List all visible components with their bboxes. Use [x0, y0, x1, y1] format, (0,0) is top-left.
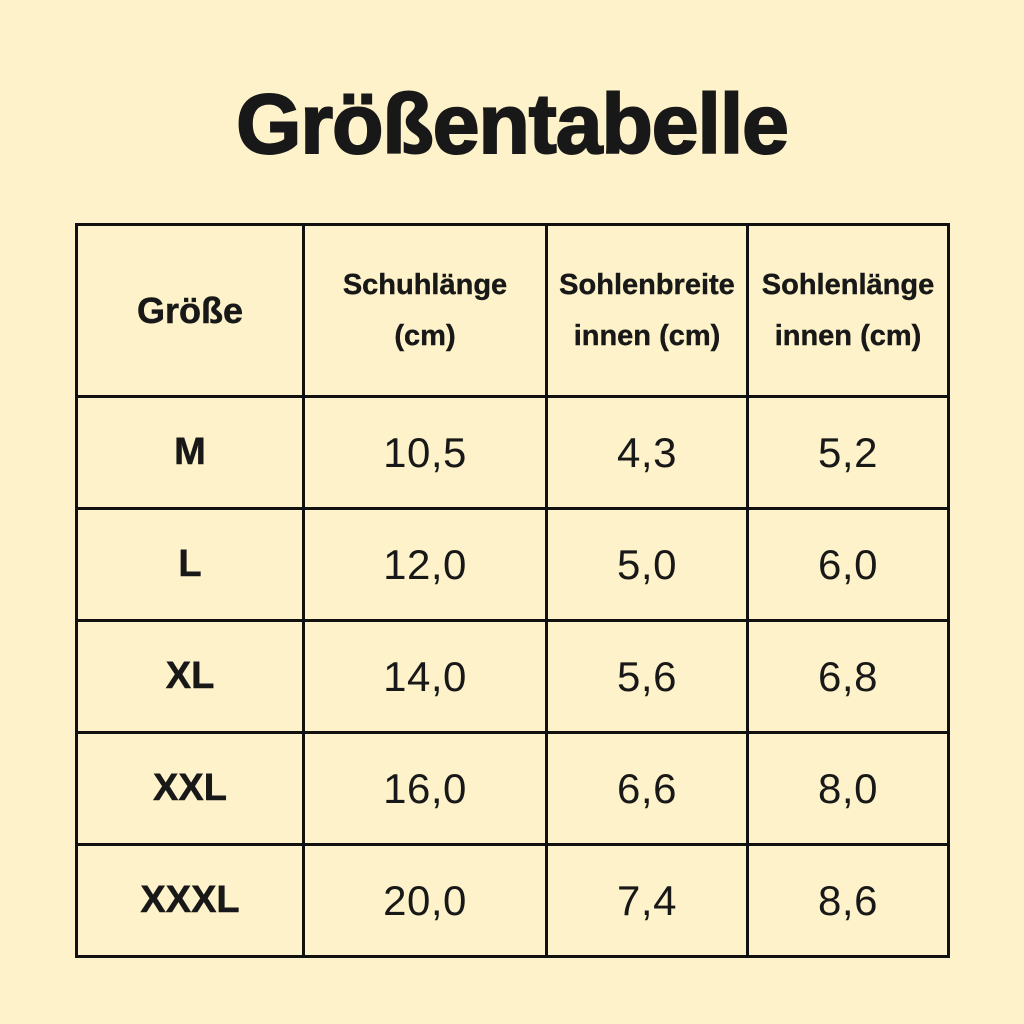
- column-header-sohlenbreite: [547, 225, 748, 397]
- schuhlaenge-cell: 14,0: [304, 621, 547, 733]
- size-table-header: [77, 225, 949, 397]
- schuhlaenge-cell: 10,5: [304, 397, 547, 509]
- size-table-body: [77, 397, 949, 957]
- table-row: [77, 733, 949, 845]
- sohlenbreite-cell: 6,6: [547, 733, 748, 845]
- column-header-label: Sohlenlänge: [761, 268, 935, 301]
- sohlenlaenge-cell: 6,0: [748, 509, 949, 621]
- sohlenbreite-cell: 5,6: [547, 621, 748, 733]
- sohlenlaenge-cell: 5,2: [748, 397, 949, 509]
- column-header-schuhlaenge: [304, 225, 547, 397]
- column-header-label: Schuhlänge: [342, 268, 508, 301]
- column-header-groesse: [77, 225, 304, 397]
- size-cell: XXXL: [77, 845, 304, 957]
- schuhlaenge-cell: 20,0: [304, 845, 547, 957]
- column-header-label: Größe: [136, 289, 243, 331]
- table-row: [77, 621, 949, 733]
- page-title: Größentabelle: [236, 77, 788, 171]
- size-table: [75, 223, 950, 958]
- header-row: [77, 225, 949, 397]
- table-row: [77, 509, 949, 621]
- size-cell: M: [77, 397, 304, 509]
- size-cell: L: [77, 509, 304, 621]
- schuhlaenge-cell: 12,0: [304, 509, 547, 621]
- column-header-unit: innen (cm): [573, 319, 721, 352]
- column-header-sohlenlaenge: [748, 225, 949, 397]
- sohlenlaenge-cell: 8,0: [748, 733, 949, 845]
- sohlenbreite-cell: 5,0: [547, 509, 748, 621]
- size-cell: XXL: [77, 733, 304, 845]
- sohlenlaenge-cell: 8,6: [748, 845, 949, 957]
- table-row: [77, 397, 949, 509]
- sohlenbreite-cell: 7,4: [547, 845, 748, 957]
- sohlenlaenge-cell: 6,8: [748, 621, 949, 733]
- table-row: [77, 845, 949, 957]
- size-cell: XL: [77, 621, 304, 733]
- column-header-unit: (cm): [394, 319, 456, 352]
- column-header-unit: innen (cm): [774, 319, 922, 352]
- schuhlaenge-cell: 16,0: [304, 733, 547, 845]
- sohlenbreite-cell: 4,3: [547, 397, 748, 509]
- column-header-label: Sohlenbreite: [559, 268, 735, 301]
